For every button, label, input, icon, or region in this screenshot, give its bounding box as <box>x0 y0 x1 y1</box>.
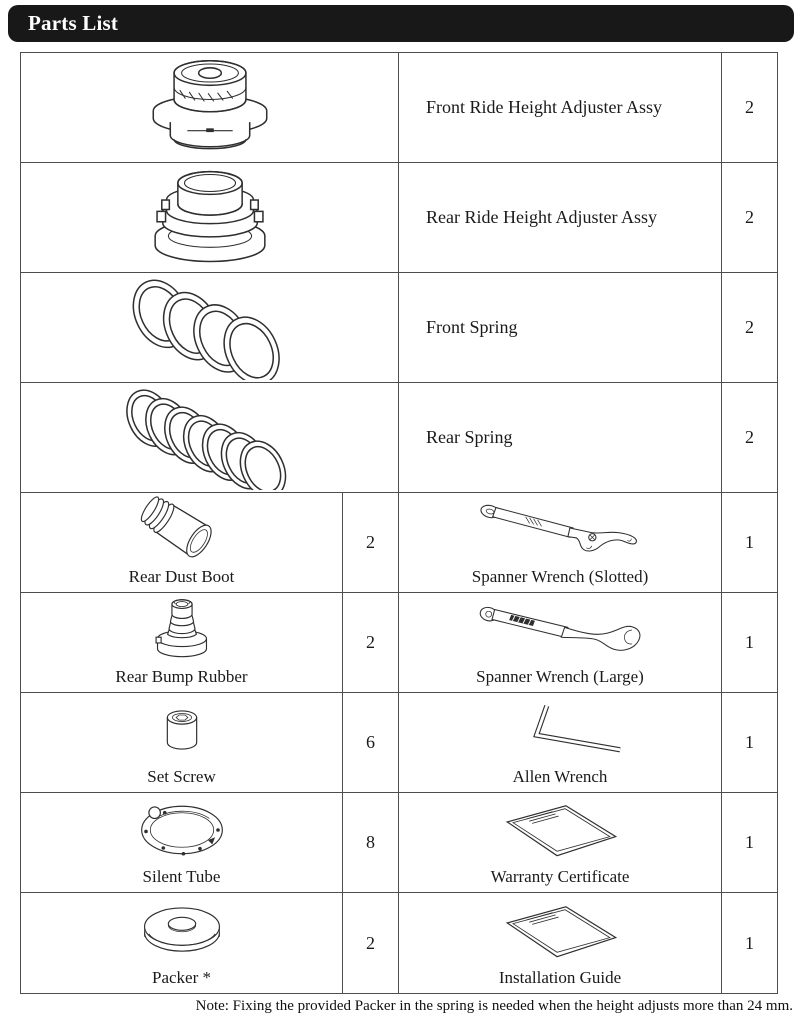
table-row <box>21 383 777 493</box>
part-name: Spanner Wrench (Large) <box>476 667 644 686</box>
part-item-cell <box>399 693 722 792</box>
table-row <box>21 893 777 993</box>
part-name: Set Screw <box>147 767 216 786</box>
part-qty: 1 <box>745 832 754 852</box>
part-qty-cell <box>343 693 399 792</box>
part-qty: 2 <box>745 427 754 447</box>
part-name-cell <box>399 383 722 492</box>
allen-wrench-icon <box>450 697 670 763</box>
part-item-cell <box>399 793 722 892</box>
part-item-cell <box>21 893 343 993</box>
part-qty: 2 <box>745 207 754 227</box>
part-qty-cell <box>722 593 777 692</box>
part-item-cell <box>399 893 722 993</box>
table-row <box>21 793 777 893</box>
spanner-wrench-slotted-icon <box>430 497 690 563</box>
part-image-cell <box>21 163 399 272</box>
part-name: Spanner Wrench (Slotted) <box>471 567 649 586</box>
footnote: Note: Fixing the provided Packer in the spring is needed when the height adjusts more than 24 mm. <box>195 998 793 1014</box>
front-ride-height-adjuster-icon <box>110 56 310 160</box>
rear-ride-height-adjuster-icon <box>110 166 310 270</box>
rear-spring-icon <box>105 386 315 490</box>
part-qty-cell <box>343 893 399 993</box>
part-qty: 1 <box>745 932 754 953</box>
part-qty-cell <box>722 383 777 492</box>
part-name-cell <box>399 163 722 272</box>
part-image-cell <box>21 383 399 492</box>
part-image-cell <box>21 273 399 382</box>
table-row <box>21 53 777 163</box>
part-qty: 2 <box>745 317 754 337</box>
part-qty-cell <box>343 593 399 692</box>
front-spring-icon <box>105 276 315 380</box>
part-name: Front Spring <box>426 317 518 337</box>
part-qty-cell <box>343 793 399 892</box>
warranty-certificate-icon <box>450 797 670 863</box>
part-name-cell <box>399 53 722 162</box>
part-name-cell <box>399 273 722 382</box>
rear-bump-rubber-icon <box>102 594 262 666</box>
part-qty: 2 <box>366 932 375 953</box>
part-item-cell <box>399 493 722 592</box>
part-qty: 2 <box>366 632 375 652</box>
installation-guide-icon <box>450 898 670 964</box>
part-name: Allen Wrench <box>512 767 608 786</box>
table-row <box>21 273 777 383</box>
part-qty: 2 <box>366 532 375 552</box>
table-row <box>21 163 777 273</box>
part-item-cell <box>21 493 343 592</box>
silent-tube-icon <box>92 794 272 866</box>
part-qty-cell <box>722 893 777 993</box>
part-image-cell <box>21 53 399 162</box>
part-name: Packer * <box>151 968 211 987</box>
page-title: Parts List <box>28 11 119 35</box>
packer-icon <box>102 895 262 967</box>
part-qty-cell <box>722 53 777 162</box>
part-name: Silent Tube <box>142 867 221 886</box>
part-qty-cell <box>722 163 777 272</box>
table-row <box>21 593 777 693</box>
part-qty-cell <box>722 793 777 892</box>
part-qty: 1 <box>745 632 754 652</box>
table-row <box>21 493 777 593</box>
part-qty: 6 <box>366 732 375 752</box>
part-qty-cell <box>722 493 777 592</box>
part-name: Installation Guide <box>498 968 622 987</box>
part-qty-cell <box>722 273 777 382</box>
section-header <box>8 5 794 42</box>
part-name: Rear Bump Rubber <box>115 667 248 686</box>
part-name: Warranty Certificate <box>490 867 630 886</box>
table-row <box>21 693 777 793</box>
set-screw-icon <box>122 697 242 763</box>
part-qty-cell <box>722 693 777 792</box>
part-item-cell <box>21 793 343 892</box>
part-qty-cell <box>343 493 399 592</box>
part-name: Rear Spring <box>426 427 513 447</box>
part-name: Rear Dust Boot <box>128 567 235 586</box>
spanner-wrench-large-icon <box>430 597 690 663</box>
rear-dust-boot-icon <box>92 494 272 566</box>
part-qty: 2 <box>745 97 754 117</box>
part-item-cell <box>399 593 722 692</box>
parts-table <box>20 52 778 994</box>
part-item-cell <box>21 593 343 692</box>
part-qty: 8 <box>366 832 375 852</box>
part-name: Front Ride Height Adjuster Assy <box>426 97 663 117</box>
part-qty: 1 <box>745 732 754 752</box>
part-item-cell <box>21 693 343 792</box>
part-qty: 1 <box>745 532 754 552</box>
part-name: Rear Ride Height Adjuster Assy <box>426 207 657 227</box>
